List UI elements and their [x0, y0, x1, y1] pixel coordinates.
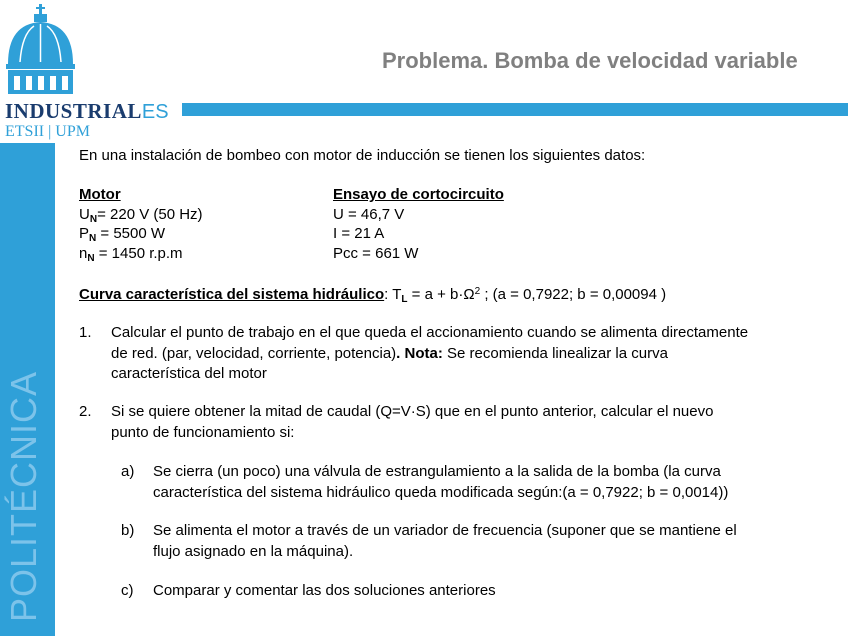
curva-eq-b: = a + b·Ω — [407, 286, 475, 303]
sub-a-line2: característica del sistema hidráulico queda modificada según:(a = 0,7922; b = 0,0014)) — [153, 484, 729, 501]
ensayo-heading: Ensayo de cortocircuito — [333, 186, 504, 203]
motor-row-speed-val: = 1450 r.p.m — [94, 245, 183, 262]
sub-a-label: a) — [121, 463, 135, 480]
sub-a-line1: Se cierra (un poco) una válvula de estrangulamiento a la salida de la bomba (la curva — [153, 463, 721, 480]
motor-row-speed-sub: N — [87, 253, 95, 264]
intro-text: En una instalación de bombeo con motor de inducción se tienen los siguientes datos: — [79, 147, 646, 164]
motor-heading: Motor — [79, 186, 121, 203]
curva-label: Curva característica del sistema hidráulico — [79, 286, 385, 303]
motor-row-voltage — [79, 206, 203, 224]
ensayo-row-voltage: U = 46,7 V — [333, 206, 405, 223]
curva-eq-a: : T — [384, 286, 402, 303]
page-title: Problema. Bomba de velocidad variable — [382, 48, 798, 73]
motor-row-power — [79, 225, 165, 243]
motor-row-voltage-val: = 220 V (50 Hz) — [97, 206, 203, 223]
item1-number: 1. — [79, 324, 92, 341]
item1-line2c: Se recomienda linealizar la curva — [442, 345, 668, 362]
sub-c-line1: Comparar y comentar las dos soluciones anteriores — [153, 582, 496, 599]
motor-row-power-val: = 5500 W — [96, 225, 166, 242]
curva-eq-sup: 2 — [474, 286, 481, 297]
curva-eq-c: ; (a = 0,7922; b = 0,00094 ) — [480, 286, 667, 303]
sub-b-line2: flujo asignado en la máquina). — [153, 543, 354, 560]
item1-line2a: de red. (par, velocidad, corriente, potencia) — [111, 345, 397, 362]
side-accent-bar — [0, 143, 55, 636]
motor-row-power-sym: P — [79, 225, 90, 242]
item2-number: 2. — [79, 403, 92, 420]
brand-logo-text — [5, 100, 169, 124]
brand-suffix: ES — [141, 101, 169, 123]
sub-c-label: c) — [121, 582, 134, 599]
motor-row-power-sub: N — [89, 233, 97, 244]
motor-row-voltage-sub: N — [89, 214, 98, 225]
motor-row-speed-sym: n — [79, 245, 88, 262]
item1-line3: característica del motor — [111, 365, 267, 382]
brand-main: INDUSTRIAL — [5, 99, 142, 123]
sub-b-label: b) — [121, 522, 135, 539]
item1-nota: . Nota: — [396, 345, 443, 362]
brand-sub: ETSII | UPM — [5, 123, 90, 140]
curva-line — [79, 286, 666, 304]
sub-b-line1: Se alimenta el motor a través de un variador de frecuencia (suponer que se mantiene el — [153, 522, 737, 539]
side-text: POLITÉCNICA — [3, 370, 44, 622]
item1-line1: Calcular el punto de trabajo en el que queda el accionamiento cuando se alimenta directamente — [111, 324, 749, 341]
item1-line2 — [111, 345, 668, 363]
item2-line2: punto de funcionamiento si: — [111, 424, 295, 441]
motor-row-speed — [79, 245, 183, 263]
curva-eq-sub: L — [401, 294, 408, 305]
header-accent-bar — [182, 103, 848, 116]
ensayo-row-power: Pcc = 661 W — [333, 245, 419, 262]
motor-row-voltage-sym: U — [79, 206, 90, 223]
dome-logo-icon — [4, 4, 80, 100]
item2-line1: Si se quiere obtener la mitad de caudal (Q=V·S) que en el punto anterior, calcular el nuevo — [111, 403, 714, 420]
ensayo-row-current: I = 21 A — [333, 225, 385, 242]
